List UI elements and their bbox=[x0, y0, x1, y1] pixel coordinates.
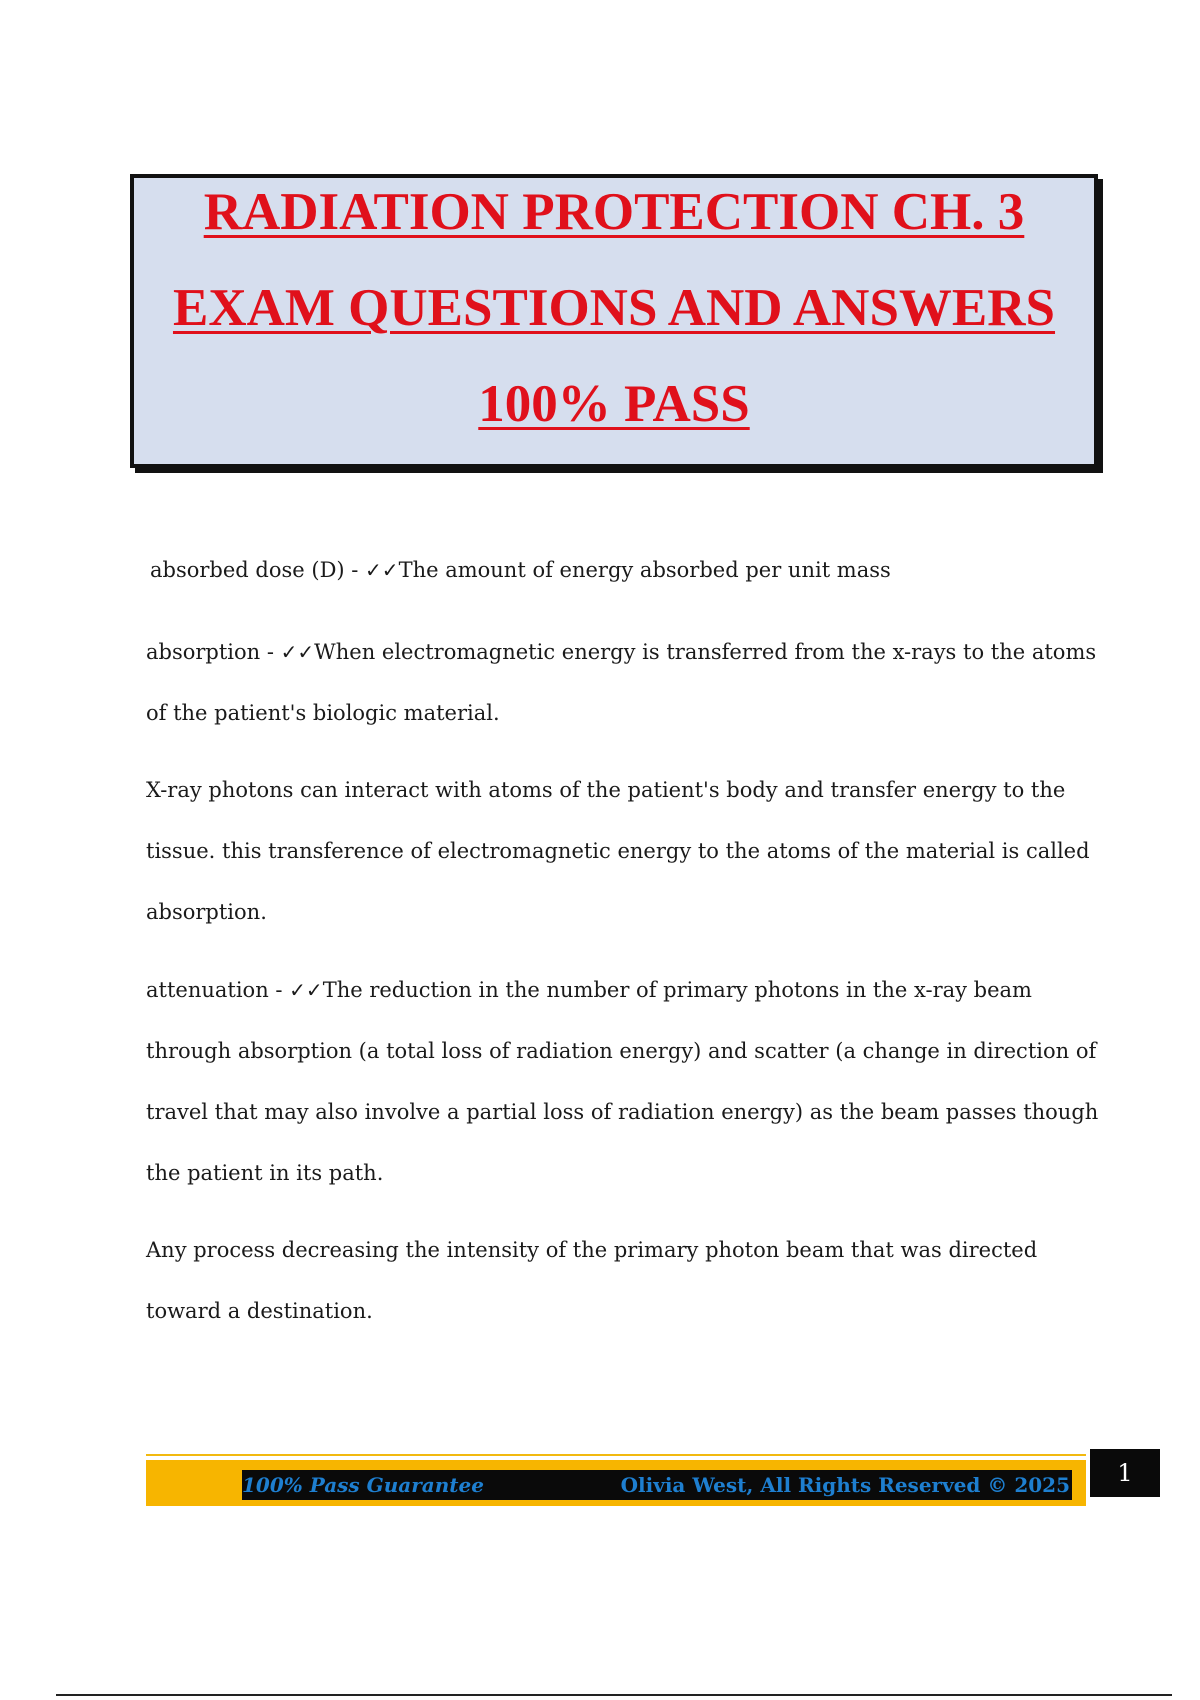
double-check-icon: ✓✓ bbox=[365, 558, 399, 582]
entry-definition: The amount of energy absorbed per unit mass bbox=[398, 558, 891, 582]
title-line-2: EXAM QUESTIONS AND ANSWERS bbox=[172, 279, 1056, 337]
entry-term: absorption - bbox=[146, 640, 281, 664]
title-box bbox=[130, 174, 1098, 468]
entry-absorption-note bbox=[146, 760, 1106, 943]
bottom-rule bbox=[56, 1694, 1172, 1696]
double-check-icon: ✓✓ bbox=[280, 640, 315, 664]
entry-attenuation-note bbox=[146, 1220, 1106, 1342]
entry-attenuation bbox=[146, 960, 1106, 1204]
entry-absorbed-dose bbox=[150, 540, 1110, 601]
entry-definition: When electromagnetic energy is transferred from the x-rays to the atoms of the patient's biologic material. bbox=[146, 640, 1097, 725]
entry-definition: X-ray photons can interact with atoms of the patient's body and transfer energy to the tissue. this transference of electromagnetic energy to the atoms of the material is called absorption. bbox=[146, 778, 1090, 924]
page-number: 1 bbox=[1090, 1449, 1160, 1497]
title-line-3: 100% PASS bbox=[478, 375, 750, 433]
footer-rule bbox=[146, 1454, 1086, 1456]
footer-copyright: Olivia West, All Rights Reserved © 2025 bbox=[620, 1473, 1070, 1497]
footer-bar bbox=[146, 1460, 1086, 1506]
footer-inner-band bbox=[242, 1470, 1072, 1500]
entry-definition: Any process decreasing the intensity of the primary photon beam that was directed toward a destination. bbox=[146, 1238, 1038, 1323]
entry-term: attenuation - bbox=[146, 978, 290, 1002]
footer-guarantee: 100% Pass Guarantee bbox=[242, 1473, 484, 1497]
entry-absorption bbox=[146, 622, 1106, 744]
entry-term: absorbed dose (D) - bbox=[150, 558, 366, 582]
double-check-icon: ✓✓ bbox=[289, 978, 323, 1002]
entry-definition: The reduction in the number of primary photons in the x-ray beam through absorption (a total loss of radiation energy) and scatter (a change in direction of travel that may also involve a partial loss of radiation energy) as the beam passes though the patient in its path. bbox=[146, 978, 1099, 1185]
title-line-1: RADIATION PROTECTION CH. 3 bbox=[203, 183, 1025, 241]
